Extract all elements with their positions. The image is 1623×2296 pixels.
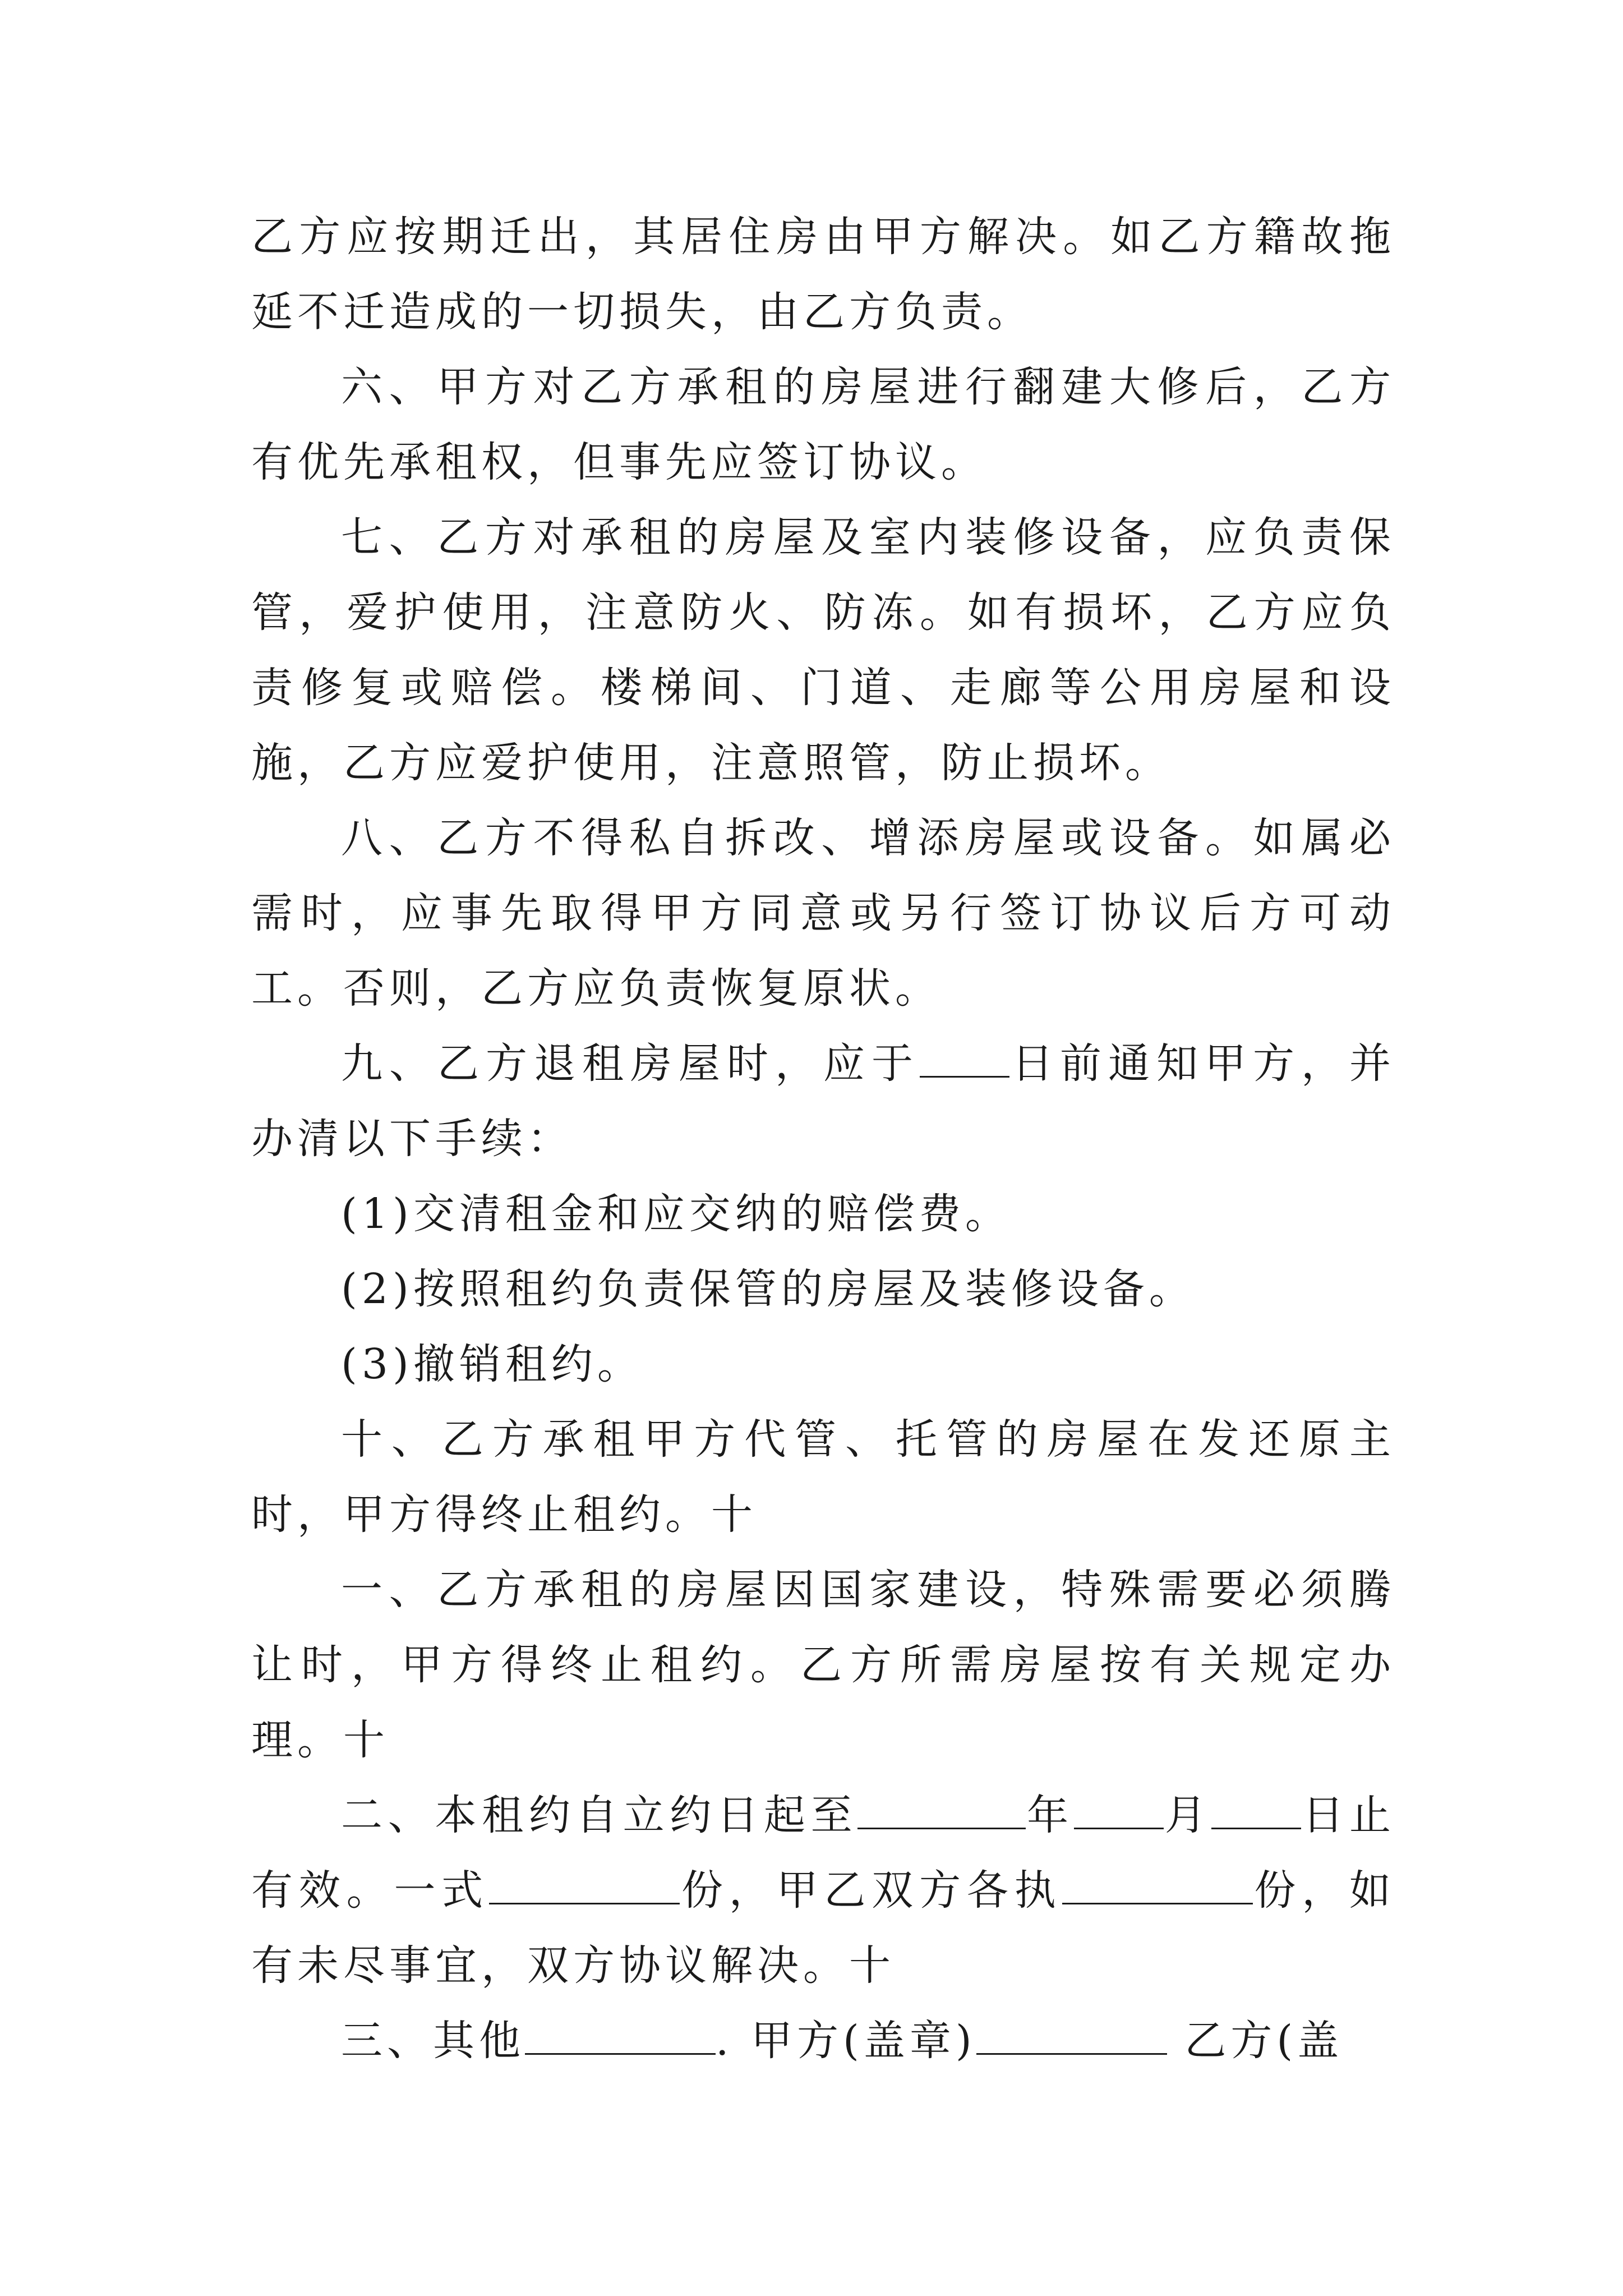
party-a-seal-blank bbox=[976, 2017, 1167, 2055]
year-label: 年 bbox=[1026, 1791, 1074, 1839]
clause-13 bbox=[251, 2003, 1395, 2078]
clause-6: 六、甲方对乙方承租的房屋进行翻建大修后，乙方有优先承租权，但事先应签订协议。 bbox=[251, 363, 1395, 486]
clause-7: 七、乙方对承租的房屋及室内装修设备，应负责保管，爱护使用，注意防火、防冻。如有损坏，乙方应负责修复或赔偿。楼梯间、门道、走廊等公用房屋和设施，乙方应爱护使用，注意照管，防止损坏。 bbox=[251, 513, 1395, 787]
end-month-blank bbox=[1074, 1792, 1164, 1829]
party-a-seal-label: . 甲方(盖章) bbox=[716, 2017, 976, 2065]
clause-12-text-e: 份，甲乙双方各执 bbox=[680, 1866, 1062, 1915]
clause-11: 一、乙方承租的房屋因国家建设，特殊需要必须腾让时，甲方得终止租约。乙方所需房屋按有关规定办理。十 bbox=[251, 1566, 1395, 1764]
month-label: 月 bbox=[1163, 1791, 1212, 1839]
clause-9-text-b: 日前通知甲方，并办清以下手续： bbox=[251, 1039, 1395, 1163]
clause-8: 八、乙方不得私自拆改、增添房屋或设备。如属必需时，应事先取得甲方同意或另行签订协议后方可动工。否则，乙方应负责恢复原状。 bbox=[251, 814, 1395, 1013]
clause-12-text-d: 日止有效。一式 bbox=[251, 1791, 1396, 1915]
clause-10: 十、乙方承租甲方代管、托管的房屋在发还原主时，甲方得终止租约。十 bbox=[251, 1415, 1395, 1539]
copies-total-blank bbox=[489, 1867, 680, 1904]
document-page bbox=[251, 199, 1395, 2078]
copies-each-blank bbox=[1062, 1867, 1253, 1904]
procedure-item-2: (2)按照租约负责保管的房屋及装修设备。 bbox=[341, 1265, 1195, 1313]
clause-9-text-a: 九、乙方退租房屋时，应于 bbox=[341, 1039, 920, 1088]
clause-9 bbox=[251, 1026, 1395, 1176]
end-year-blank bbox=[857, 1792, 1026, 1829]
party-b-seal-label: 乙方(盖 bbox=[1184, 2017, 1344, 2065]
notice-days-blank bbox=[920, 1040, 1009, 1078]
procedure-item-1: (1)交清租金和应交纳的赔偿费。 bbox=[341, 1190, 1011, 1238]
paragraph-relocation: 乙方应按期迁出，其居住房由甲方解决。如乙方籍故拖延不迁造成的一切损失，由乙方负责。 bbox=[251, 213, 1395, 336]
end-day-blank bbox=[1211, 1792, 1301, 1829]
clause-12 bbox=[251, 1778, 1395, 2003]
clause-13-text-a: 三、其他 bbox=[341, 2017, 525, 2065]
other-terms-blank bbox=[525, 2017, 716, 2055]
clause-12-text-f: 份，如有未尽事宜，双方协议解决。十 bbox=[251, 1866, 1396, 1990]
clause-12-text-a: 二、本租约自立约日起至 bbox=[341, 1791, 858, 1839]
procedure-item-3: (3)撤销租约。 bbox=[341, 1340, 643, 1388]
